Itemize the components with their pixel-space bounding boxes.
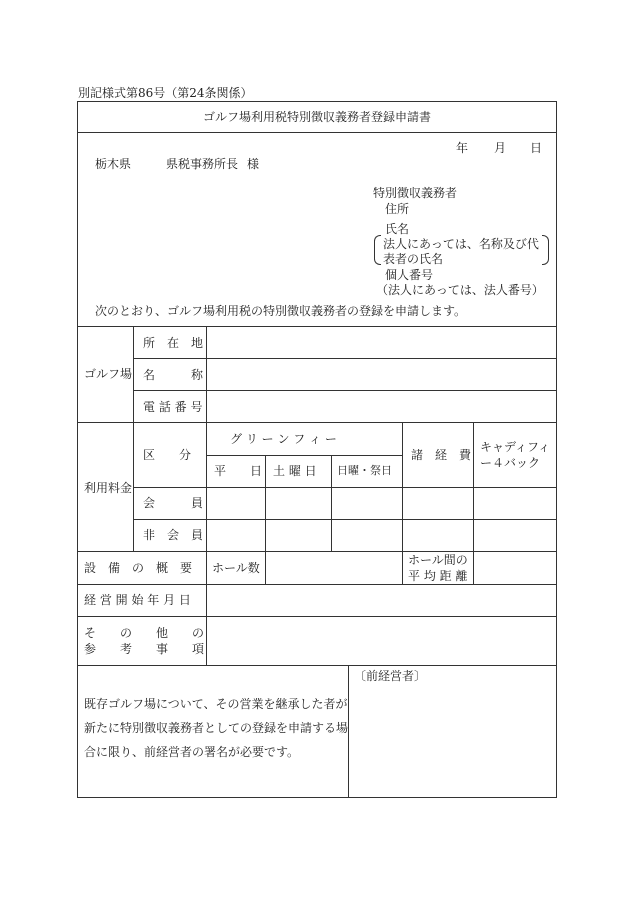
date-year: 年 xyxy=(456,141,469,155)
application-statement: 次のとおり、ゴルフ場利用税の特別徴収義務者の登録を申請します。 xyxy=(95,304,467,318)
golf-row-line-1 xyxy=(133,358,557,359)
other-references-label-1: そ の 他 の xyxy=(84,626,205,640)
golf-row-line-2 xyxy=(133,390,557,391)
addressee-prefecture: 栃木県 xyxy=(95,157,132,171)
personal-number-label: 個人番号 xyxy=(385,268,434,282)
start-date-bottom-line xyxy=(77,616,557,617)
avg-distance-label-1: ホール間の xyxy=(408,553,468,567)
former-operator-note-3: 合に限り、前経営者の署名が必要です。 xyxy=(84,745,300,759)
col-line-misc xyxy=(402,422,403,584)
saturday-label: 土 曜 日 xyxy=(273,464,317,478)
fees-label: 利用料金 xyxy=(84,481,133,495)
col-line-distance-value xyxy=(473,551,474,584)
name-label: 名 称 xyxy=(143,368,204,382)
facility-bottom-line xyxy=(77,584,557,585)
value-col-line xyxy=(206,326,207,665)
golf-course-label: ゴルフ場 xyxy=(84,367,133,381)
corp-number-note: （法人にあっては、法人番号） xyxy=(376,283,544,297)
golf-bottom-line xyxy=(77,422,557,423)
former-operator-divider xyxy=(348,665,349,798)
applicant-heading: 特別徴収義務者 xyxy=(373,186,458,200)
col-line-saturday xyxy=(265,455,266,584)
corp-note-line1: 法人にあっては、名称及び代 xyxy=(383,237,539,251)
member-row-line xyxy=(133,519,557,520)
frame-right xyxy=(556,101,557,798)
former-operator-label: 〔前経営者〕 xyxy=(354,669,427,683)
fee-header-bottom-line xyxy=(133,487,557,488)
caddie-fee-label-2: ー４バック xyxy=(480,456,541,470)
former-operator-note-1: 既存ゴルフ場について、その営業を継承した者が xyxy=(84,697,348,711)
member-label: 会 員 xyxy=(143,496,204,510)
label-col-line xyxy=(133,326,134,551)
caddie-fee-label-1: キャディフィ xyxy=(480,440,551,454)
facility-label: 設 備 の 概 要 xyxy=(84,561,193,575)
weekday-label: 平 日 xyxy=(214,464,263,478)
fee-bottom-line xyxy=(77,551,557,552)
former-operator-note-2: 新たに特別徴収義務者としての登録を申請する場 xyxy=(84,721,349,735)
col-line-holiday xyxy=(331,455,332,551)
misc-expenses-label: 諸 経 費 xyxy=(411,448,472,462)
addressee-office: 県税事務所長 xyxy=(166,157,239,171)
frame-top xyxy=(77,101,557,102)
form-title: ゴルフ場利用税特別徴収義務者登録申請書 xyxy=(202,110,431,124)
green-fee-label: グ リ ー ン フ ィ ー xyxy=(230,432,337,446)
avg-distance-label-2: 平 均 距 離 xyxy=(408,569,468,583)
applicant-name: 氏名 xyxy=(385,222,410,236)
col-line-caddie xyxy=(473,422,474,551)
bracket-left xyxy=(374,235,381,265)
date-month: 月 xyxy=(494,141,507,155)
applicant-address: 住所 xyxy=(385,202,410,216)
corp-note-line2: 表者の氏名 xyxy=(383,252,444,266)
phone-label: 電 話 番 号 xyxy=(143,400,203,414)
non-member-label: 非 会 員 xyxy=(143,528,204,542)
holiday-label: 日曜・祭日 xyxy=(337,464,392,477)
frame-bottom xyxy=(77,797,557,798)
other-bottom-line xyxy=(77,665,557,666)
table-top-line xyxy=(77,326,557,327)
hole-count-label: ホール数 xyxy=(212,561,260,575)
form-number: 別記様式第86号（第24条関係） xyxy=(78,86,253,100)
category-label: 区 分 xyxy=(143,448,192,462)
green-fee-subheader-line xyxy=(206,455,402,456)
bracket-right xyxy=(542,235,549,265)
frame-left xyxy=(77,101,78,798)
title-divider xyxy=(77,132,557,133)
start-date-label: 経 営 開 始 年 月 日 xyxy=(84,593,191,607)
addressee-honorific: 様 xyxy=(247,157,260,171)
location-label: 所 在 地 xyxy=(143,336,204,350)
other-references-label-2: 参 考 事 項 xyxy=(84,642,205,656)
date-day: 日 xyxy=(530,141,543,155)
